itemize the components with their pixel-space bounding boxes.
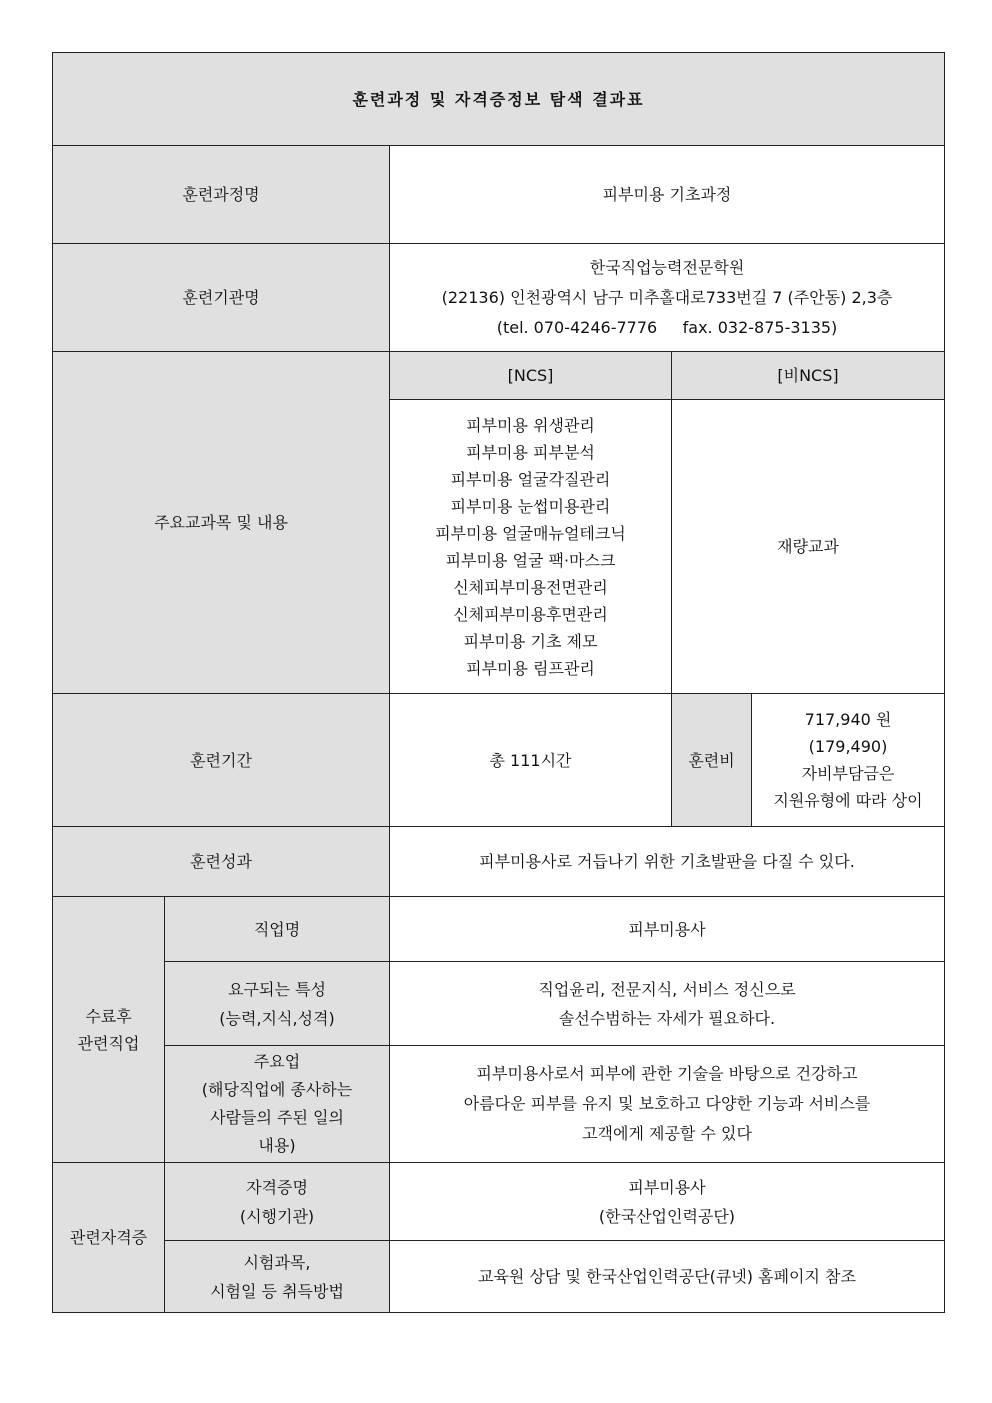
cert-value-line: 피부미용사 (628, 1177, 706, 1197)
job-name-label: 직업명 (165, 897, 390, 962)
fee-amount: 717,940 원 (804, 710, 892, 729)
list-item: 피부미용 얼굴각질관리 (450, 469, 611, 489)
duties-label-line: 내용) (258, 1136, 296, 1155)
page-title: 훈련과정 및 자격증정보 탐색 결과표 (53, 53, 945, 146)
fee-label: 훈련비 (672, 694, 752, 827)
duties-value (390, 1046, 945, 1163)
method-label-line: 시험과목, (243, 1252, 311, 1272)
course-name-label: 훈련과정명 (53, 146, 390, 244)
period-label: 훈련기간 (53, 694, 390, 827)
institution-address: (22136) 인천광역시 남구 미추홀대로733번길 7 (주안동) 2,3층 (441, 287, 893, 307)
fee-value (752, 694, 945, 827)
traits-value-line: 솔선수범하는 자세가 필요하다. (558, 1008, 776, 1028)
ncs-subject-list (390, 400, 672, 694)
institution-contact: (tel. 070-4246-7776 fax. 032-875-3135) (496, 317, 838, 337)
list-item: 신체피부미용후면관리 (453, 604, 608, 624)
cert-label-line: 자격증명 (246, 1177, 308, 1197)
duties-value-line: 아름다운 피부를 유지 및 보호하고 다양한 기능과 서비스를 (463, 1094, 871, 1113)
traits-label-line: (능력,지식,성격) (219, 1008, 335, 1028)
fee-self-pay: (179,490) (808, 737, 888, 756)
result-table (52, 52, 945, 1313)
cert-label-line: (시행기관) (239, 1206, 315, 1226)
institution-label: 훈련기관명 (53, 244, 390, 352)
related-job-group-label (53, 897, 165, 1163)
period-value: 총 111시간 (390, 694, 672, 827)
exam-method-label (165, 1241, 390, 1313)
course-name-value: 피부미용 기초과정 (390, 146, 945, 244)
group-label-line: 수료후 (85, 1006, 132, 1026)
subjects-label: 주요교과목 및 내용 (53, 352, 390, 694)
duties-label (165, 1046, 390, 1163)
list-item: 피부미용 림프관리 (466, 658, 595, 678)
list-item: 피부미용 위생관리 (466, 415, 595, 435)
list-item: 신체피부미용전면관리 (453, 577, 608, 597)
list-item: 피부미용 기초 제모 (463, 631, 598, 651)
list-item: 피부미용 눈썹미용관리 (450, 496, 611, 516)
certificate-name-label (165, 1163, 390, 1241)
fee-note: 자비부담금은 (801, 764, 895, 783)
traits-label-line: 요구되는 특성 (228, 979, 326, 999)
job-name-value: 피부미용사 (390, 897, 945, 962)
list-item: 피부미용 얼굴 팩·마스크 (445, 550, 616, 570)
traits-value-line: 직업윤리, 전문지식, 서비스 정신으로 (538, 979, 796, 999)
group-label-line: 관련직업 (77, 1033, 140, 1053)
certificate-group-label: 관련자격증 (53, 1163, 165, 1313)
cert-value-line: (한국산업인력공단) (598, 1206, 736, 1226)
traits-value (390, 962, 945, 1046)
exam-method-value: 교육원 상담 및 한국산업인력공단(큐넷) 홈페이지 참조 (390, 1241, 945, 1313)
duties-value-line: 고객에게 제공할 수 있다 (582, 1124, 752, 1143)
institution-name: 한국직업능력전문학원 (589, 257, 745, 277)
certificate-name-value (390, 1163, 945, 1241)
list-item: 피부미용 피부분석 (466, 442, 595, 462)
outcome-value: 피부미용사로 거듭나기 위한 기초발판을 다질 수 있다. (390, 827, 945, 897)
outcome-label: 훈련성과 (53, 827, 390, 897)
ncs-header: [NCS] (390, 352, 672, 400)
duties-value-line: 피부미용사로서 피부에 관한 기술을 바탕으로 건강하고 (476, 1064, 858, 1083)
method-label-line: 시험일 등 취득방법 (210, 1281, 344, 1301)
duties-label-line: (해당직업에 종사하는 (201, 1080, 353, 1099)
non-ncs-value: 재량교과 (672, 400, 945, 694)
non-ncs-header: [비NCS] (672, 352, 945, 400)
fee-note: 지원유형에 따라 상이 (773, 791, 923, 810)
institution-value (390, 244, 945, 352)
duties-label-line: 사람들의 주된 일의 (210, 1108, 344, 1127)
traits-label (165, 962, 390, 1046)
duties-label-line: 주요업 (253, 1052, 301, 1071)
list-item: 피부미용 얼굴매뉴얼테크닉 (435, 523, 626, 543)
